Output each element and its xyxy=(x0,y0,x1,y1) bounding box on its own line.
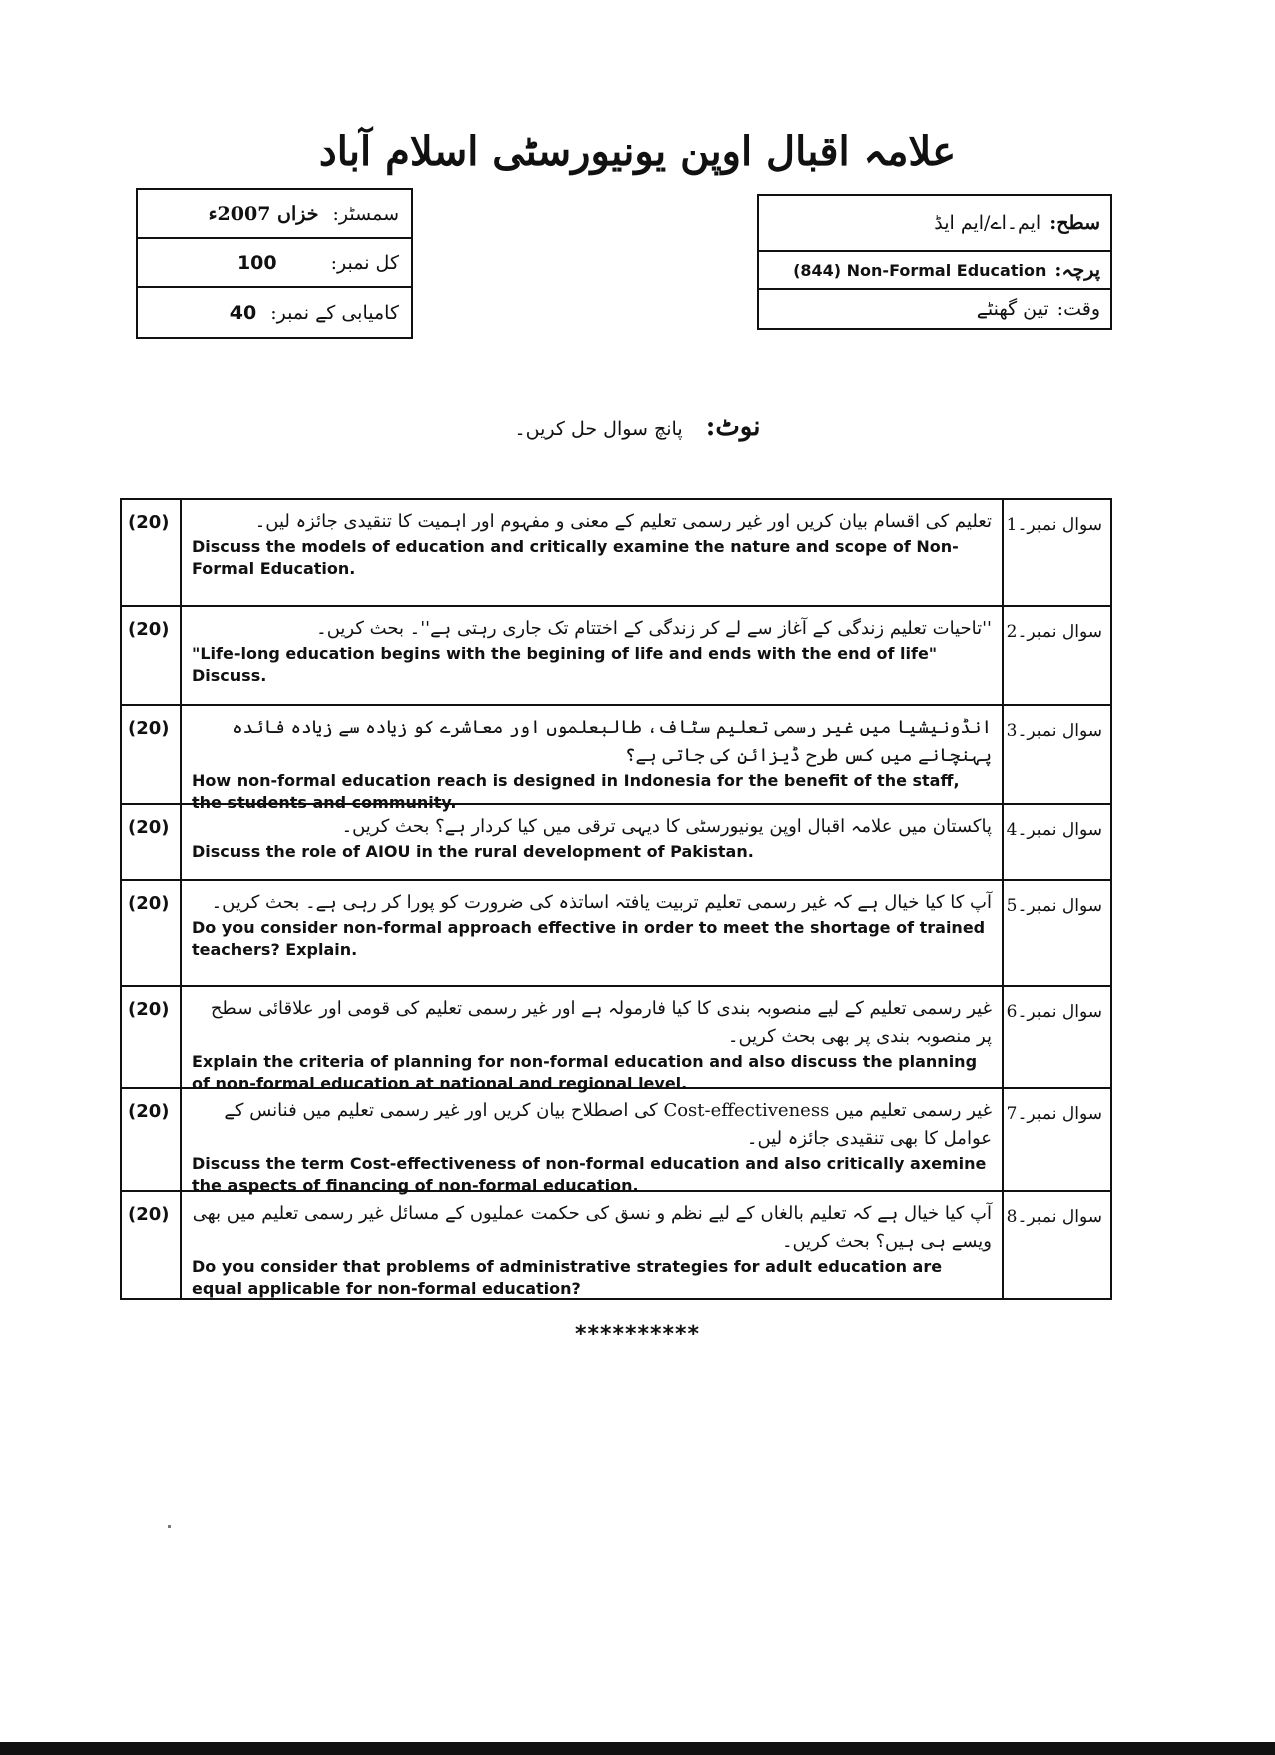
instruction-note xyxy=(0,412,1275,442)
scan-border-bottom xyxy=(0,1742,1275,1755)
time-row xyxy=(759,290,1110,328)
question-marks: (20) xyxy=(122,1089,182,1190)
semester-row xyxy=(138,190,411,239)
questions-table xyxy=(120,498,1112,1300)
exam-info-box-left xyxy=(136,188,413,339)
scan-speck xyxy=(168,1525,171,1528)
question-marks: (20) xyxy=(122,607,182,704)
paper-row xyxy=(759,252,1110,290)
end-of-paper-stars: ********** xyxy=(574,1322,701,1347)
total-marks-value: 100 xyxy=(236,251,277,274)
question-number: سوال نمبر۔7 xyxy=(1006,1104,1102,1124)
semester-value: خزاں 2007ء xyxy=(208,202,319,225)
question-english: Do you consider that problems of administrative strategies for adult education are equal applicable for non-formal education? xyxy=(192,1257,943,1298)
question-number: سوال نمبر۔4 xyxy=(1006,820,1102,840)
question-body xyxy=(182,706,1004,812)
pass-marks-label: کامیابی کے نمبر: xyxy=(270,301,399,324)
question-urdu: انڈونیشیا میں غیر رسمی تعلیم سٹاف، طالبعلموں اور معاشرے کو زیادہ سے زیادہ فائدہ پہنچانے میں کس طرح ڈیزائن کی جاتی ہے؟ xyxy=(232,717,992,766)
level-row xyxy=(759,196,1110,252)
question-urdu: ''تاحیات تعلیم زندگی کے آغاز سے لے کر زندگی کے اختتام تک جاری رہتی ہے''۔ بحث کریں۔ xyxy=(316,618,992,639)
question-english: Discuss the role of AIOU in the rural development of Pakistan. xyxy=(192,842,754,861)
exam-info-box-right xyxy=(757,194,1112,330)
question-marks: (20) xyxy=(122,1192,182,1298)
total-marks-label: کل نمبر: xyxy=(330,251,399,274)
university-title: علامہ اقبال اوپن یونیورسٹی اسلام آباد xyxy=(318,128,957,175)
time-label: وقت: xyxy=(1056,298,1100,320)
question-row xyxy=(122,987,1110,1093)
question-row xyxy=(122,706,1110,812)
question-body xyxy=(182,1089,1004,1195)
pass-marks-row xyxy=(138,288,411,337)
question-body xyxy=(182,805,1004,879)
total-marks-row xyxy=(138,239,411,288)
question-number: سوال نمبر۔1 xyxy=(1006,515,1102,535)
question-english: How non-formal education reach is designed in Indonesia for the benefit of the staff, the students and community. xyxy=(192,771,960,812)
question-marks: (20) xyxy=(122,881,182,985)
note-label: نوٹ: xyxy=(705,412,761,442)
question-body xyxy=(182,607,1004,704)
question-marks: (20) xyxy=(122,987,182,1087)
question-urdu: تعلیم کی اقسام بیان کریں اور غیر رسمی تعلیم کے معنی و مفہوم اور اہمیت کا تنقیدی جائزہ لیں۔ xyxy=(254,511,992,532)
question-english: "Life-long education begins with the begining of life and ends with the end of life" Discuss. xyxy=(192,644,938,685)
question-urdu: غیر رسمی تعلیم میں Cost-effectiveness کی اصطلاح بیان کریں اور غیر رسمی تعلیم میں فنانس کے عوامل کا بھی تنقیدی جائزہ لیں۔ xyxy=(224,1100,992,1149)
time-value: تین گھنٹے xyxy=(976,298,1049,320)
question-marks: (20) xyxy=(122,805,182,879)
level-label: سطح: xyxy=(1049,212,1100,234)
question-number: سوال نمبر۔5 xyxy=(1006,896,1102,916)
question-body xyxy=(182,500,1004,605)
paper-value: (844) Non-Formal Education xyxy=(793,260,1047,280)
question-urdu: پاکستان میں علامہ اقبال اوپن یونیورسٹی کا دیہی ترقی میں کیا کردار ہے؟ بحث کریں۔ xyxy=(341,816,992,837)
question-marks: (20) xyxy=(122,706,182,803)
question-row xyxy=(122,881,1110,987)
question-number: سوال نمبر۔6 xyxy=(1006,1002,1102,1022)
pass-marks-value: 40 xyxy=(229,301,257,324)
question-urdu: آپ کیا خیال ہے کہ تعلیم بالغاں کے لیے نظم و نسق کی حکمت عملیوں کے مسائل غیر رسمی تعلیم میں بھی ویسے ہی ہیں؟ بحث کریں۔ xyxy=(192,1203,992,1252)
question-row xyxy=(122,1192,1110,1298)
question-number: سوال نمبر۔3 xyxy=(1006,721,1102,741)
question-body xyxy=(182,987,1004,1093)
semester-label: سمسٹر: xyxy=(332,202,399,225)
question-english: Discuss the term Cost-effectiveness of non-formal education and also critically axemine the aspects of financing of non-formal education. xyxy=(192,1154,987,1195)
note-text: پانچ سوال حل کریں۔ xyxy=(514,418,683,440)
level-value: ایم۔اے/ایم ایڈ xyxy=(934,212,1042,234)
question-english: Do you consider non-formal approach effective in order to meet the shortage of trained teachers? Explain. xyxy=(192,918,986,959)
paper-label: پرچہ: xyxy=(1054,259,1100,281)
question-marks: (20) xyxy=(122,500,182,605)
question-row xyxy=(122,500,1110,607)
question-english: Discuss the models of education and critically examine the nature and scope of Non-Formal Education. xyxy=(192,537,959,578)
question-urdu: غیر رسمی تعلیم کے لیے منصوبہ بندی کا کیا فارمولہ ہے اور غیر رسمی تعلیم کی قومی اور علاقائی سطح پر منصوبہ بندی پر بھی بحث کریں۔ xyxy=(210,998,992,1047)
question-row xyxy=(122,607,1110,706)
question-number: سوال نمبر۔8 xyxy=(1006,1207,1102,1227)
question-row xyxy=(122,805,1110,881)
question-row xyxy=(122,1089,1110,1195)
question-number: سوال نمبر۔2 xyxy=(1006,622,1102,642)
question-english: Explain the criteria of planning for non-formal education and also discuss the planning of non-formal education at national and regional level. xyxy=(192,1052,978,1093)
question-body xyxy=(182,1192,1004,1298)
question-urdu: آپ کا کیا خیال ہے کہ غیر رسمی تعلیم تربیت یافتہ اساتذہ کی ضرورت کو پورا کر رہی ہے۔ بحث کریں۔ xyxy=(211,892,992,913)
question-body xyxy=(182,881,1004,985)
